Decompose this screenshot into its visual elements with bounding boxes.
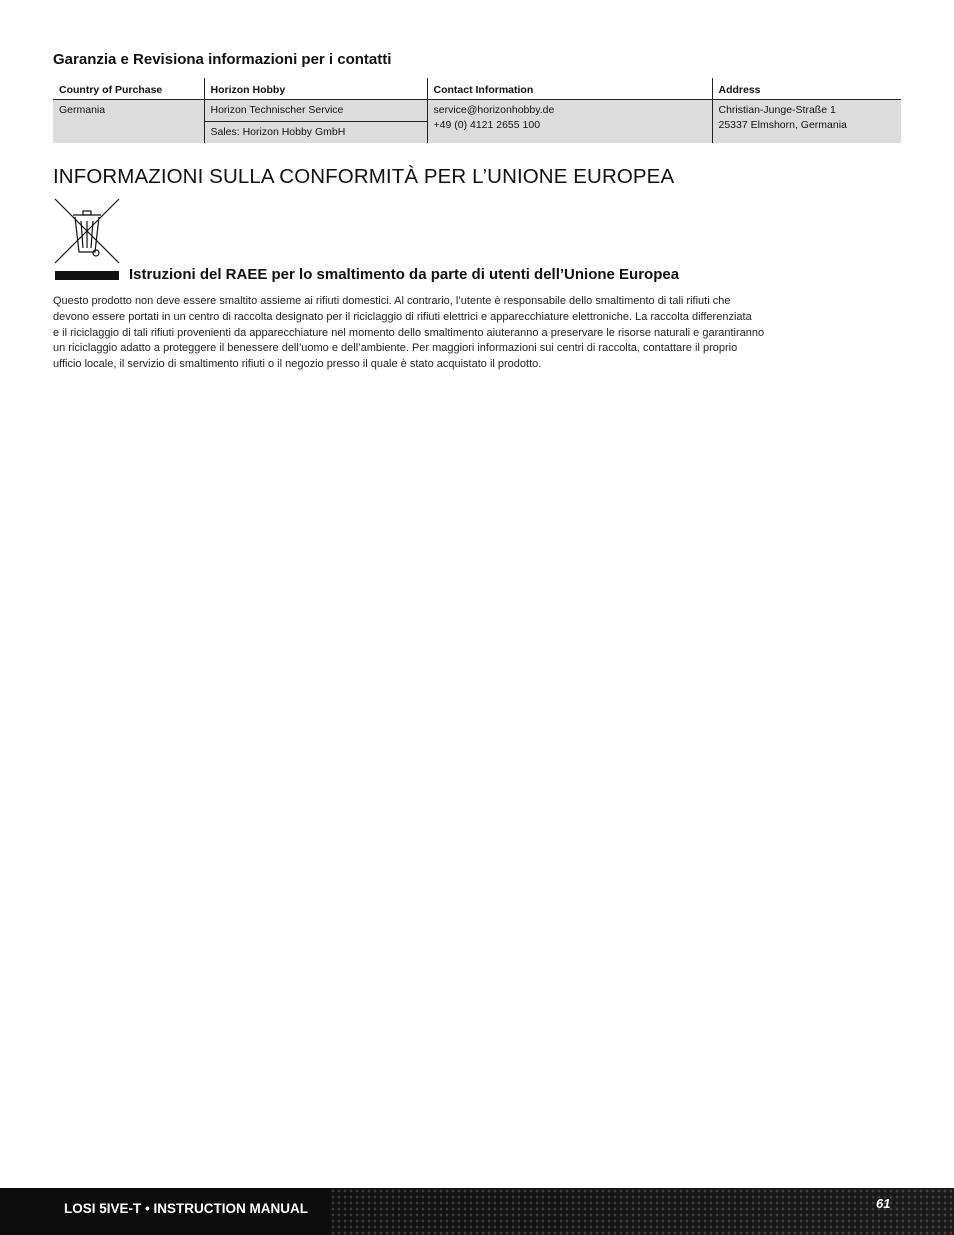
table-row — [53, 99, 901, 121]
raee-body-text — [53, 294, 793, 373]
body-line: Questo prodotto non deve essere smaltito assieme ai rifiuti domestici. Al contrario, l’utente è responsabile dello smaltimento di tali rifiuti che — [53, 295, 731, 307]
raee-title: Istruzioni del RAEE per lo smaltimento da parte di utenti dell’Unione Europea — [129, 266, 680, 283]
cell-contact — [427, 99, 712, 143]
column-header-contact: Contact Information — [427, 78, 712, 99]
footer-manual-title: LOSI 5IVE-T • INSTRUCTION MANUAL — [64, 1201, 308, 1216]
body-line: e il riciclaggio di tali rifiuti provenienti da apparecchiature nel momento dello smaltimento aiuteranno a preservare le risorse naturali e garantiranno — [53, 326, 765, 339]
body-line: un riciclaggio adatto a proteggere il benessere dell’uomo e dell’ambiente. Per maggiori informazioni sui centri di raccolta, contattare il proprio — [53, 342, 738, 355]
cell-horizon-sales: Sales: Horizon Hobby GmbH — [204, 121, 427, 143]
cell-horizon-service: Horizon Technischer Service — [204, 99, 427, 121]
column-header-horizon-hobby: Horizon Hobby — [204, 78, 427, 99]
page-footer — [0, 1188, 954, 1235]
contact-email: service@horizonhobby.de — [433, 103, 555, 116]
contacts-table — [53, 78, 901, 143]
weee-bar — [55, 271, 119, 280]
crossed-out-wheelie-bin-icon — [53, 197, 121, 265]
cell-address — [712, 99, 901, 143]
contacts-section-title: Garanzia e Revisiona informazioni per i contatti — [53, 51, 392, 68]
column-header-address: Address — [712, 78, 901, 99]
cell-country: Germania — [53, 99, 204, 143]
body-line: ufficio locale, il servizio di smaltimento rifiuti o il negozio presso il quale è stato acquistato il prodotto. — [53, 358, 542, 371]
body-line: devono essere portati in un centro di raccolta designato per il riciclaggio di rifiuti elettrici e apparecchiature elettroniche. La raccolta differenziata — [53, 310, 752, 323]
table-header-row — [53, 78, 901, 99]
page-number: 61 — [876, 1196, 891, 1211]
contact-phone: +49 (0) 4121 2655 100 — [433, 118, 541, 131]
eu-conformity-title: INFORMAZIONI SULLA CONFORMITÀ PER L’UNIONE EUROPEA — [53, 165, 675, 188]
column-header-country: Country of Purchase — [53, 78, 204, 99]
address-street: Christian-Junge-Straße 1 — [718, 103, 836, 116]
address-city: 25337 Elmshorn, Germania — [718, 118, 847, 131]
